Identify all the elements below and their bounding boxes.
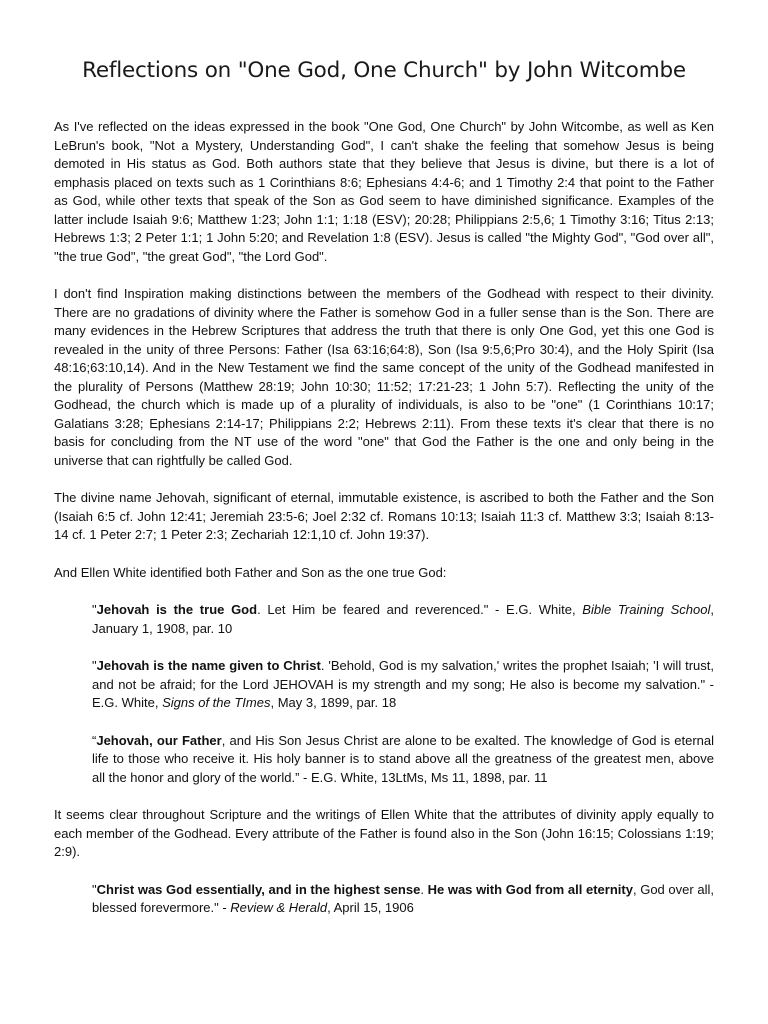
quote-christ-was-god: [92, 881, 714, 918]
quote-citation: , April 15, 1906: [327, 900, 414, 915]
paragraph-attributes: It seems clear throughout Scripture and the writings of Ellen White that the attributes of divinity apply equally to each member of the Godhead. Every attribute of the Father is found also in the Son (John 16:15; Colossians 1:19; 2:9).: [54, 807, 714, 859]
quote-text: , God over all, blessed forevermore." -: [92, 881, 714, 915]
quote-text: . Let Him be feared and reverenced." - E.G. White,: [257, 602, 583, 617]
quote-open: ": [92, 658, 97, 673]
quote-jehovah-true-god: [92, 601, 714, 638]
quote-separator: .: [420, 881, 428, 897]
paragraph-jehovah-name: The divine name Jehovah, significant of eternal, immutable existence, is ascribed to both the Father and the Son (Isaiah 6:5 cf. John 12:41; Jeremiah 23:5-6; Joel 2:32 cf. Romans 10:13; Isaiah 11:3 cf. Matthew 3:3; Isaiah 8:13-14 cf. 1 Peter 2:7; 1 Peter 2:3; Zechariah 12:1,10 cf. John 19:37).: [54, 490, 714, 542]
quote-text: , and His Son Jesus Christ are alone to be exalted. The knowledge of God is eternal life to those who receive it. His holy banner is to stand above all the greatness of the greatest men, above all the honor and glory of the world.” - E.G. White, 13LtMs, Ms 11, 1898, par. 11: [92, 732, 714, 785]
quote-source: Signs of the TImes: [162, 695, 271, 710]
document-title: Reflections on "One God, One Church" by John Witcombe: [82, 58, 686, 83]
paragraph-godhead-unity: I don't find Inspiration making distinctions between the members of the Godhead with respect to their divinity. There are no gradations of divinity where the Father is somehow God in a fuller sense than is the Son. There are many evidences in the Hebrew Scriptures that address the truth that there is only One God, yet this one God is revealed in the unity of three Persons: Father (Isa 63:16;64:8), Son (Isa 9:5,6;Pro 30:4), and the Holy Spirit (Isa 48:16;63:10,14). And in the New Testament we find the same concept of the unity of the Godhead manifested in the plurality of Persons (Matthew 28:19; John 10:30; 11:52; 17:21-23; 1 John 5:7). Reflecting the unity of the Godhead, the church which is made up of a plurality of individuals, is also to be "one" (1 Corinthians 10:17; Galatians 3:28; Ephesians 2:14-17; Philippians 2:2; Hebrews 2:11). From these texts it's clear that there is no basis for concluding from the NT use of the word "one" that God the Father is the one and only being in the universe that can rightfully be called God.: [54, 286, 714, 468]
quote-bold: Jehovah is the name given to Christ: [96, 658, 321, 673]
quote-jehovah-christ: [92, 657, 714, 713]
document-body: [54, 118, 714, 937]
quote-jehovah-father: [92, 732, 714, 788]
quote-bold: Jehovah is the true God: [96, 602, 258, 617]
quote-text: . 'Behold, God is my salvation,' writes the prophet Isaiah; 'I will trust, and not be afraid; for the Lord JEHOVAH is my strength and my song; He also is become my salvation." - E.G. White,: [92, 658, 714, 710]
quote-bold: Christ was God essentially, and in the highest sense: [96, 881, 421, 897]
quote-bold: Jehovah, our Father: [96, 732, 222, 748]
quote-citation: , January 1, 1908, par. 10: [92, 602, 714, 636]
quote-open: “: [92, 732, 97, 748]
quote-open: ": [92, 881, 97, 897]
quote-source: Bible Training School: [582, 602, 711, 617]
paragraph-intro: As I've reflected on the ideas expressed in the book "One God, One Church" by John Witcombe, as well as Ken LeBrun's book, "Not a Mystery, Understanding God", I can't shake the feeling that somehow Jesus is being demoted in His status as God. Both authors state that they believe that Jesus is divine, but there is a lot of emphasis placed on texts such as 1 Corinthians 8:6; Ephesians 4:4-6; and 1 Timothy 2:4 that point to the Father as God, while other texts that speak of the Son as God seem to have diminished significance. Examples of the latter include Isaiah 9:6; Matthew 1:23; John 1:1; 1:18 (ESV); 20:28; Philippians 2:5,6; 1 Timothy 3:16; Titus 2:13; Hebrews 1:3; 2 Peter 1:1; 1 John 5:20; and Revelation 1:8 (ESV). Jesus is called "the Mighty God", "God over all", "the true God", "the great God", "the Lord God".: [54, 119, 714, 264]
quote-citation: , May 3, 1899, par. 18: [270, 695, 397, 710]
quote-open: ": [92, 602, 97, 617]
quote-source: Review & Herald: [230, 900, 328, 915]
quote-bold-second: He was with God from all eternity: [427, 881, 633, 897]
paragraph-ellen-white-intro: And Ellen White identified both Father and Son as the one true God:: [54, 564, 447, 580]
